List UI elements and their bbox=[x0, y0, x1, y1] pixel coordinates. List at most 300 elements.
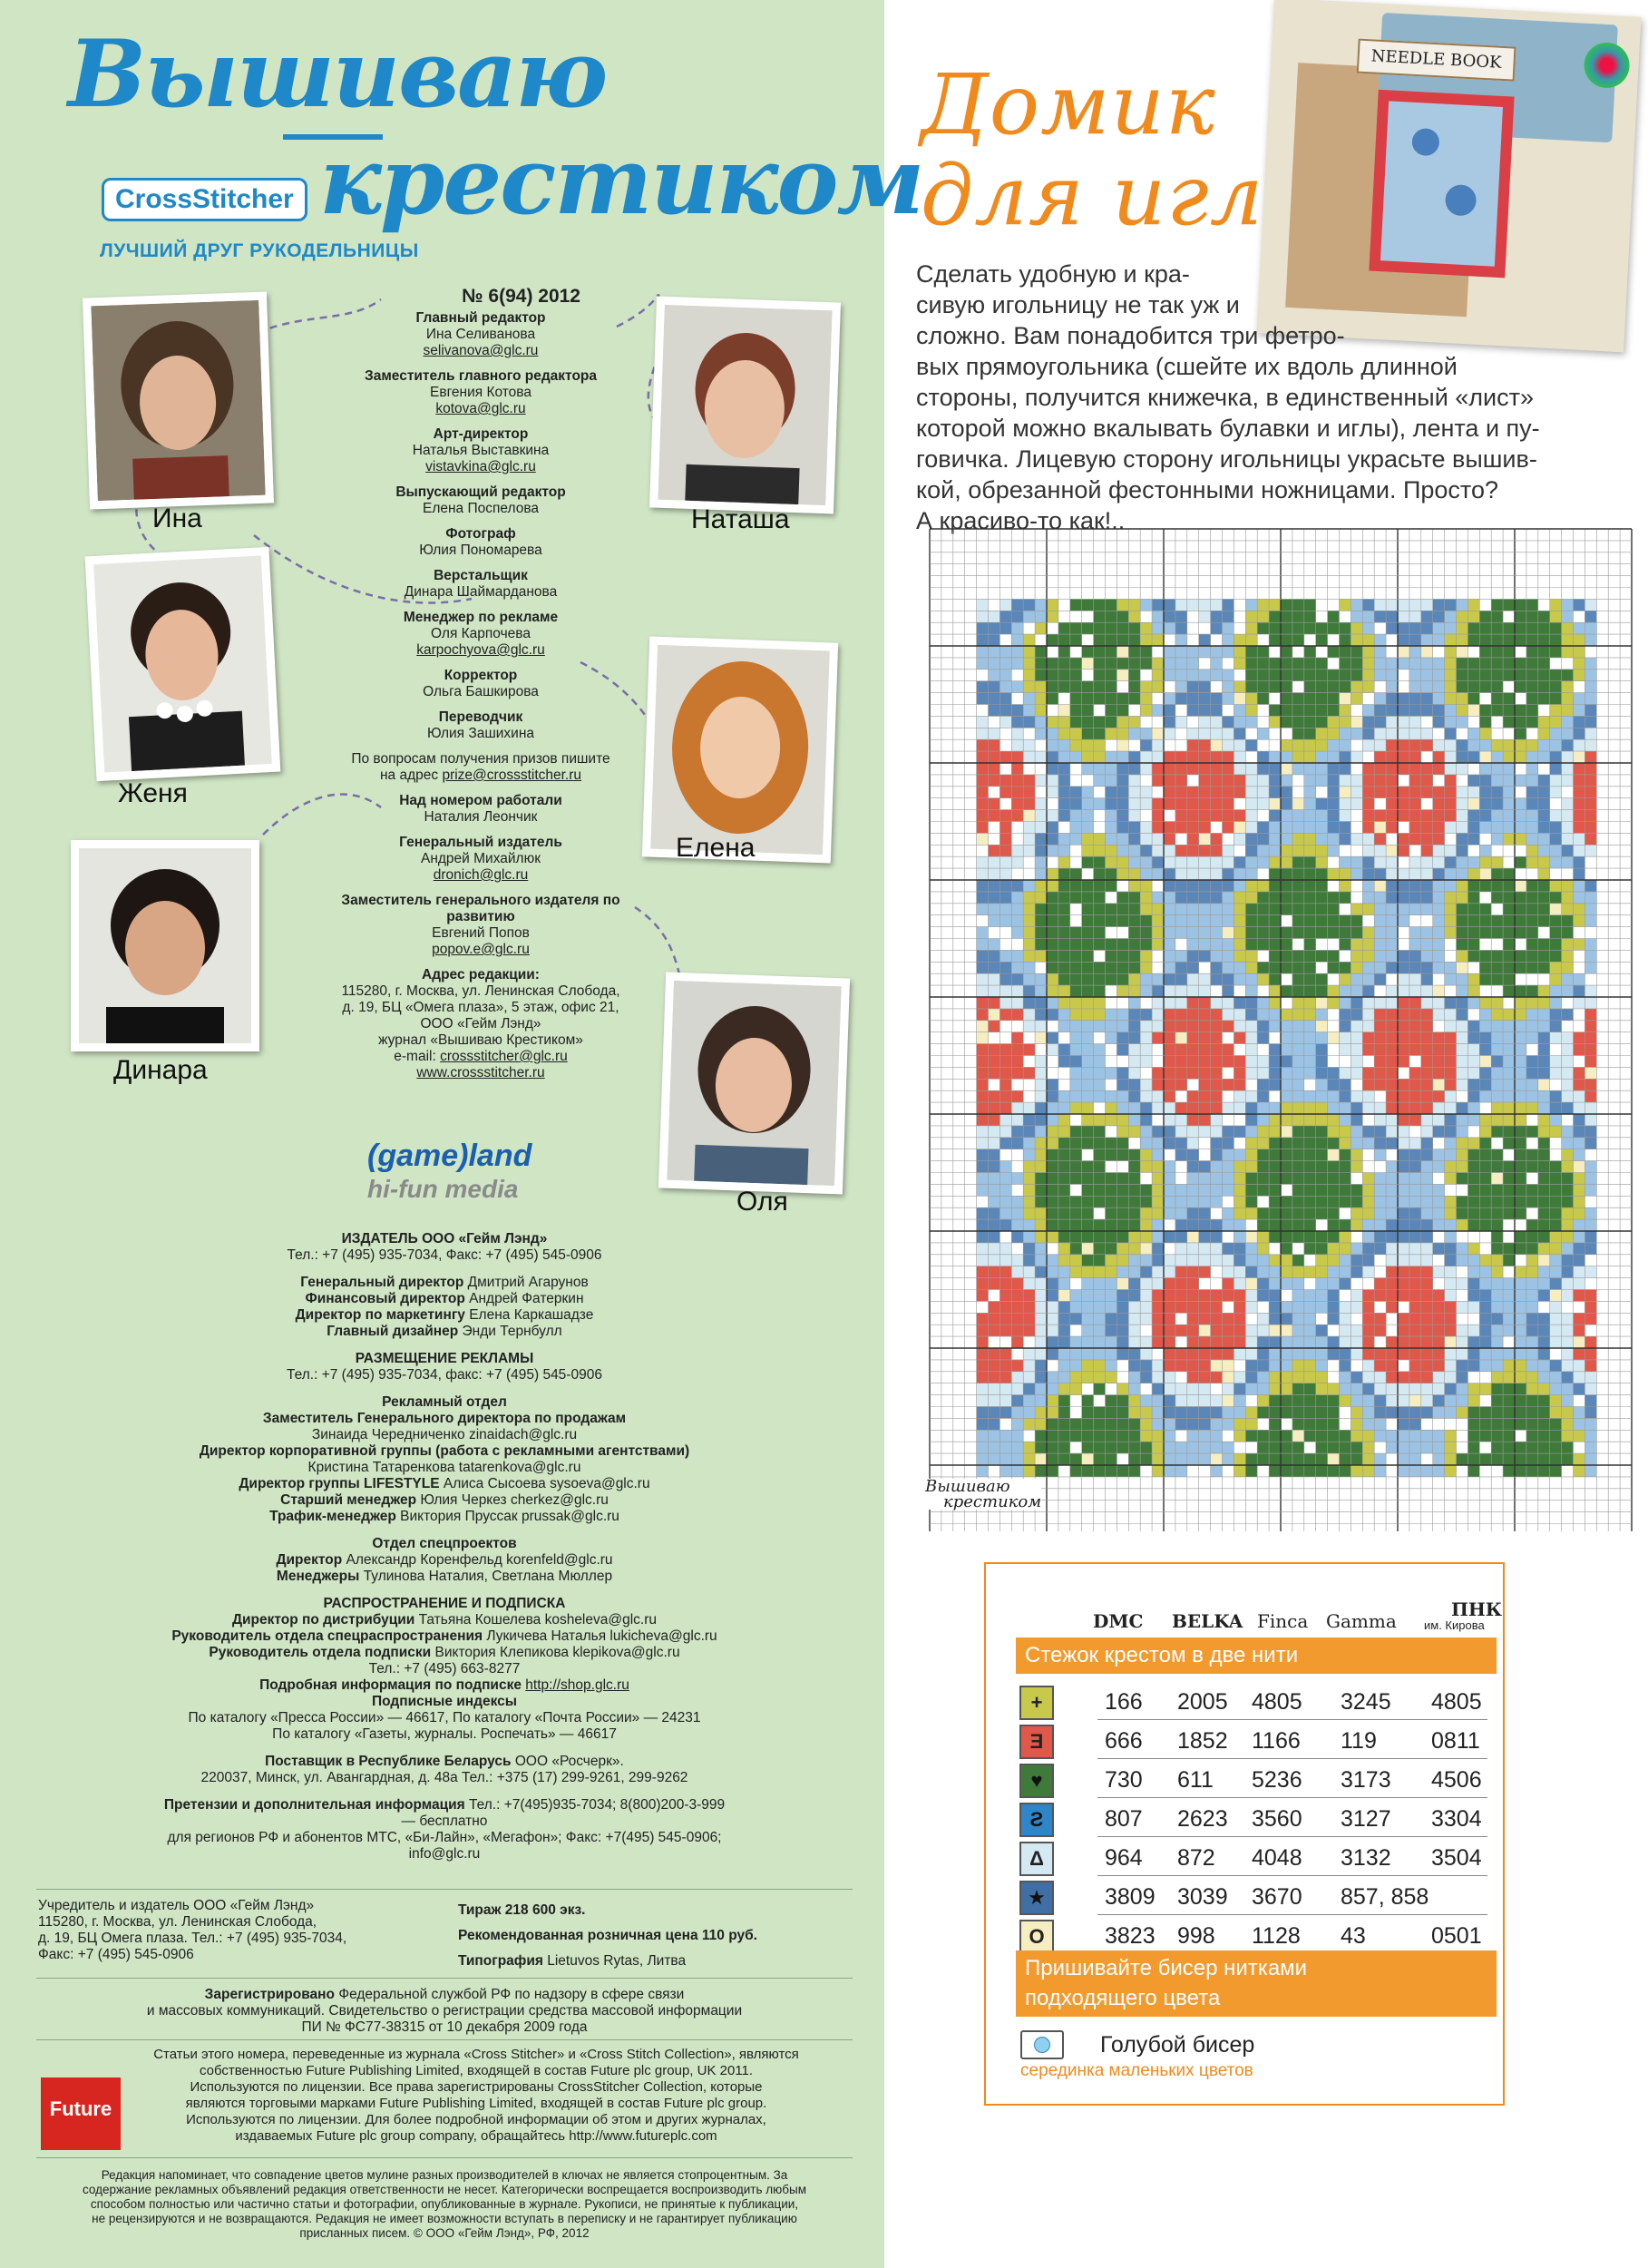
chart-cell bbox=[1374, 1009, 1386, 1021]
chart-cell bbox=[1094, 1372, 1106, 1383]
chart-cell bbox=[1047, 810, 1058, 822]
chart-cell bbox=[1070, 1207, 1082, 1219]
chart-cell bbox=[1199, 950, 1211, 962]
chart-cell bbox=[1421, 728, 1433, 739]
chart-cell bbox=[1351, 1161, 1362, 1173]
chart-cell bbox=[1421, 681, 1433, 693]
chart-cell bbox=[1292, 670, 1304, 681]
chart-cell bbox=[1117, 1184, 1128, 1196]
chart-cell bbox=[1304, 1067, 1316, 1079]
chart-cell bbox=[1574, 1418, 1585, 1430]
pub-link[interactable]: http://shop.glc.ru bbox=[525, 1677, 629, 1693]
founder-line: 115280, г. Москва, ул. Ленинская Слобода, bbox=[38, 1914, 317, 1930]
chart-cell bbox=[1351, 775, 1362, 787]
chart-cell bbox=[1269, 904, 1281, 915]
chart-cell bbox=[1457, 1126, 1468, 1138]
chart-cell bbox=[1234, 1102, 1245, 1114]
chart-cell bbox=[1491, 1243, 1503, 1255]
chart-cell bbox=[1421, 787, 1433, 798]
chart-cell bbox=[1281, 1243, 1292, 1255]
chart-cell bbox=[1128, 1383, 1140, 1395]
chart-cell bbox=[1175, 1418, 1187, 1430]
chart-cell bbox=[1023, 751, 1035, 763]
chart-cell bbox=[1223, 622, 1234, 634]
chart-cell bbox=[1152, 1430, 1164, 1442]
chart-cell bbox=[1035, 1138, 1047, 1149]
chart-cell bbox=[1164, 1032, 1175, 1044]
chart-cell bbox=[1152, 658, 1164, 670]
chart-cell bbox=[1479, 1138, 1491, 1149]
chart-cell bbox=[1445, 997, 1457, 1009]
chart-cell bbox=[1128, 1207, 1140, 1219]
chart-cell bbox=[1421, 1102, 1433, 1114]
pub-text: По каталогу «Пресса России» — 46617, По каталогу «Почта России» — 24231 bbox=[188, 1710, 701, 1725]
chart-cell bbox=[1433, 1161, 1445, 1173]
chart-cell bbox=[1515, 681, 1526, 693]
chart-cell bbox=[1223, 1360, 1234, 1372]
chart-cell bbox=[1585, 1348, 1596, 1360]
chart-cell bbox=[1035, 1149, 1047, 1161]
chart-cell bbox=[1070, 1126, 1082, 1138]
chart-cell bbox=[977, 1126, 989, 1138]
chart-cell bbox=[1164, 1114, 1175, 1126]
staff-entry bbox=[227, 893, 735, 958]
chart-cell bbox=[1199, 739, 1211, 751]
chart-cell bbox=[1292, 997, 1304, 1009]
chart-cell bbox=[1386, 658, 1398, 670]
chart-cell bbox=[1304, 1360, 1316, 1372]
staff-email[interactable]: dronich@glc.ru bbox=[433, 867, 529, 883]
chart-cell bbox=[1140, 1184, 1152, 1196]
chart-cell bbox=[1058, 1418, 1070, 1430]
chart-cell bbox=[1117, 1255, 1128, 1266]
chart-cell bbox=[1468, 1149, 1479, 1161]
chart-cell bbox=[1292, 1090, 1304, 1102]
chart-cell bbox=[1070, 751, 1082, 763]
tirazh-label: Тираж bbox=[458, 1902, 502, 1918]
chart-cell bbox=[1304, 1021, 1316, 1032]
chart-cell bbox=[1152, 622, 1164, 634]
chart-cell bbox=[1023, 1442, 1035, 1453]
chart-cell bbox=[1269, 763, 1281, 775]
staff-email[interactable]: popov.e@glc.ru bbox=[432, 942, 530, 957]
chart-cell bbox=[1047, 728, 1058, 739]
email-label: e-mail: bbox=[394, 1049, 436, 1064]
pub-line bbox=[163, 1492, 726, 1509]
chart-cell bbox=[1187, 985, 1199, 997]
chart-cell bbox=[1374, 845, 1386, 856]
chart-cell bbox=[1562, 1079, 1574, 1090]
chart-cell bbox=[1421, 1056, 1433, 1068]
chart-cell bbox=[1245, 1301, 1257, 1313]
chart-cell bbox=[1117, 985, 1128, 997]
chart-cell bbox=[1503, 751, 1515, 763]
chart-cell bbox=[1574, 1348, 1585, 1360]
chart-cell bbox=[1070, 1009, 1082, 1021]
chart-cell bbox=[1574, 904, 1585, 915]
staff-email[interactable]: karpochyova@glc.ru bbox=[416, 642, 545, 658]
chart-cell bbox=[1351, 1067, 1362, 1079]
chart-cell bbox=[1000, 1184, 1011, 1196]
chart-cell bbox=[1128, 670, 1140, 681]
chart-cell bbox=[1479, 1126, 1491, 1138]
chart-cell bbox=[1491, 763, 1503, 775]
chart-cell bbox=[1187, 1231, 1199, 1243]
chart-cell bbox=[1164, 646, 1175, 658]
chart-cell bbox=[1082, 646, 1094, 658]
chart-cell bbox=[1538, 1313, 1550, 1325]
chart-cell bbox=[1398, 751, 1409, 763]
chart-cell bbox=[1374, 1290, 1386, 1302]
chart-cell bbox=[1362, 1196, 1374, 1207]
chart-cell bbox=[1281, 798, 1292, 810]
chart-cell bbox=[1468, 1325, 1479, 1336]
chart-cell bbox=[1117, 1044, 1128, 1056]
chart-cell bbox=[1457, 1243, 1468, 1255]
chart-cell bbox=[1457, 1278, 1468, 1290]
chart-cell bbox=[1187, 892, 1199, 904]
chart-cell bbox=[1234, 1079, 1245, 1090]
chart-cell bbox=[1409, 798, 1421, 810]
chart-cell bbox=[1164, 1453, 1175, 1465]
pub-line bbox=[163, 1307, 726, 1324]
chart-cell bbox=[1234, 810, 1245, 822]
chart-cell bbox=[1269, 1067, 1281, 1079]
chart-cell bbox=[1362, 1430, 1374, 1442]
chart-cell bbox=[1328, 822, 1340, 834]
pub-text: для регионов РФ и абонентов МТС, «Би-Лайн», «Мегафон»; Факс: +7(495) 545-0906; info@glc.ru bbox=[167, 1830, 722, 1862]
chart-cell bbox=[1128, 1255, 1140, 1266]
chart-cell bbox=[1550, 751, 1562, 763]
chart-cell bbox=[1047, 1325, 1058, 1336]
chart-cell bbox=[1281, 927, 1292, 939]
chart-cell bbox=[1094, 1114, 1106, 1126]
chart-cell bbox=[1257, 1184, 1269, 1196]
chart-cell bbox=[1351, 833, 1362, 845]
chart-cell bbox=[1058, 1184, 1070, 1196]
chart-cell bbox=[1164, 599, 1175, 611]
chart-cell bbox=[1011, 716, 1023, 728]
chart-cell bbox=[1281, 1149, 1292, 1161]
chart-cell bbox=[1211, 1313, 1223, 1325]
chart-cell bbox=[1128, 927, 1140, 939]
chart-cell bbox=[1491, 1067, 1503, 1079]
chart-cell bbox=[1409, 1231, 1421, 1243]
chart-cell bbox=[1304, 787, 1316, 798]
chart-cell bbox=[1445, 1465, 1457, 1477]
chart-cell bbox=[1409, 1372, 1421, 1383]
staff-email[interactable]: kotova@glc.ru bbox=[435, 401, 526, 416]
chart-cell bbox=[1082, 1021, 1094, 1032]
chart-cell bbox=[1491, 833, 1503, 845]
chart-cell bbox=[1140, 939, 1152, 951]
chart-cell bbox=[1457, 1114, 1468, 1126]
chart-cell bbox=[1515, 997, 1526, 1009]
staff-email[interactable]: vistavkina@glc.ru bbox=[425, 459, 536, 474]
chart-cell bbox=[1468, 1290, 1479, 1302]
chart-cell bbox=[1398, 705, 1409, 717]
chart-cell bbox=[1023, 1418, 1035, 1430]
chart-cell bbox=[1457, 739, 1468, 751]
staff-email[interactable]: selivanova@glc.ru bbox=[423, 343, 539, 358]
chart-cell bbox=[1094, 634, 1106, 646]
chart-cell bbox=[1175, 611, 1187, 622]
chart-cell bbox=[1421, 1207, 1433, 1219]
chart-cell bbox=[1585, 915, 1596, 927]
chart-cell bbox=[1211, 775, 1223, 787]
chart-cell bbox=[1106, 1067, 1117, 1079]
chart-cell bbox=[1468, 1138, 1479, 1149]
chart-cell bbox=[1058, 1348, 1070, 1360]
chart-cell bbox=[1223, 1313, 1234, 1325]
chart-cell bbox=[1292, 1301, 1304, 1313]
chart-cell bbox=[1398, 739, 1409, 751]
address-site[interactable]: www.crossstitcher.ru bbox=[416, 1065, 545, 1080]
chart-cell bbox=[1011, 1044, 1023, 1056]
chart-cell bbox=[1234, 1149, 1245, 1161]
chart-cell bbox=[1070, 634, 1082, 646]
chart-cell bbox=[1304, 950, 1316, 962]
chart-cell bbox=[1152, 1395, 1164, 1407]
chart-cell bbox=[1574, 1196, 1585, 1207]
chart-cell bbox=[1340, 1383, 1351, 1395]
chart-cell bbox=[1398, 1418, 1409, 1430]
chart-cell bbox=[1562, 634, 1574, 646]
chart-cell bbox=[1351, 1044, 1362, 1056]
chart-cell bbox=[977, 1138, 989, 1149]
chart-cell bbox=[1234, 962, 1245, 973]
chart-cell bbox=[1433, 1313, 1445, 1325]
chart-cell bbox=[1538, 868, 1550, 880]
chart-cell bbox=[1245, 856, 1257, 868]
chart-cell bbox=[1047, 997, 1058, 1009]
chart-cell bbox=[1187, 658, 1199, 670]
chart-cell bbox=[1562, 950, 1574, 962]
chart-cell bbox=[1187, 1114, 1199, 1126]
chart-cell bbox=[1457, 1383, 1468, 1395]
chart-cell bbox=[1433, 810, 1445, 822]
chart-cell bbox=[1223, 670, 1234, 681]
chart-cell bbox=[1374, 1231, 1386, 1243]
chart-cell bbox=[1175, 1255, 1187, 1266]
chart-cell bbox=[1106, 1301, 1117, 1313]
prizes-email[interactable]: prize@crossstitcher.ru bbox=[442, 767, 582, 783]
chart-cell bbox=[1515, 1079, 1526, 1090]
chart-cell bbox=[1304, 1430, 1316, 1442]
chart-cell bbox=[1211, 1453, 1223, 1465]
chart-cell bbox=[1023, 1372, 1035, 1383]
chart-cell bbox=[1245, 1196, 1257, 1207]
chart-cell bbox=[1199, 1453, 1211, 1465]
chart-cell bbox=[977, 880, 989, 892]
chart-cell bbox=[1117, 622, 1128, 634]
chart-cell bbox=[1047, 1138, 1058, 1149]
chart-cell bbox=[989, 775, 1000, 787]
pub-bold: Директор по маркетингу bbox=[295, 1307, 465, 1323]
chart-cell bbox=[1223, 1173, 1234, 1185]
chart-cell bbox=[1058, 622, 1070, 634]
chart-cell bbox=[1106, 810, 1117, 822]
chart-cell bbox=[1515, 739, 1526, 751]
chart-cell bbox=[1257, 1255, 1269, 1266]
chart-cell bbox=[1491, 1173, 1503, 1185]
chart-cell bbox=[1245, 1184, 1257, 1196]
address-email[interactable]: crossstitcher@glc.ru bbox=[440, 1049, 568, 1064]
chart-cell bbox=[1491, 1255, 1503, 1266]
chart-cell bbox=[1328, 1301, 1340, 1313]
chart-cell bbox=[1362, 973, 1374, 985]
chart-cell bbox=[1538, 1372, 1550, 1383]
chart-cell bbox=[1175, 646, 1187, 658]
chart-cell bbox=[1094, 927, 1106, 939]
chart-cell bbox=[1000, 681, 1011, 693]
chart-cell bbox=[1340, 763, 1351, 775]
chart-cell bbox=[1386, 915, 1398, 927]
chart-cell bbox=[1574, 775, 1585, 787]
chart-cell bbox=[1199, 716, 1211, 728]
chart-cell bbox=[1526, 1278, 1538, 1290]
pub-text: Татьяна Кошелева kosheleva@glc.ru bbox=[418, 1612, 658, 1628]
chart-cell bbox=[1351, 1126, 1362, 1138]
chart-cell bbox=[1316, 810, 1328, 822]
chart-cell bbox=[1386, 1173, 1398, 1185]
chart-cell bbox=[1199, 1336, 1211, 1348]
chart-cell bbox=[1223, 973, 1234, 985]
chart-cell bbox=[1035, 915, 1047, 927]
chart-cell bbox=[1374, 670, 1386, 681]
legend-value: 4506 bbox=[1431, 1767, 1482, 1793]
chart-cell bbox=[1421, 1173, 1433, 1185]
chart-cell bbox=[1550, 1056, 1562, 1068]
chart-cell bbox=[1328, 705, 1340, 717]
chart-cell bbox=[1257, 775, 1269, 787]
chart-cell bbox=[1211, 1138, 1223, 1149]
chart-cell bbox=[1082, 1102, 1094, 1114]
chart-cell bbox=[1503, 1032, 1515, 1044]
chart-cell bbox=[1234, 1126, 1245, 1138]
chart-cell bbox=[1351, 950, 1362, 962]
chart-cell bbox=[1070, 1056, 1082, 1068]
chart-cell bbox=[1000, 716, 1011, 728]
chart-cell bbox=[1538, 1442, 1550, 1453]
chart-cell bbox=[1164, 1395, 1175, 1407]
chart-cell bbox=[1140, 845, 1152, 856]
chart-cell bbox=[1211, 1348, 1223, 1360]
chart-cell bbox=[1445, 622, 1457, 634]
chart-cell bbox=[1128, 1173, 1140, 1185]
chart-cell bbox=[1094, 1184, 1106, 1196]
chart-cell bbox=[1409, 1196, 1421, 1207]
chart-cell bbox=[1035, 599, 1047, 611]
chart-cell bbox=[1292, 822, 1304, 834]
chart-cell bbox=[1152, 904, 1164, 915]
chart-cell bbox=[1152, 915, 1164, 927]
chart-cell bbox=[1585, 599, 1596, 611]
chart-cell bbox=[1398, 845, 1409, 856]
chart-cell bbox=[1491, 1114, 1503, 1126]
chart-cell bbox=[1340, 716, 1351, 728]
chart-cell bbox=[1515, 1336, 1526, 1348]
address-email-line bbox=[227, 1049, 735, 1065]
chart-cell bbox=[977, 822, 989, 834]
chart-cell bbox=[1269, 787, 1281, 798]
chart-cell bbox=[1351, 1207, 1362, 1219]
chart-cell bbox=[1199, 985, 1211, 997]
chart-cell bbox=[1398, 1102, 1409, 1114]
chart-cell bbox=[1106, 1430, 1117, 1442]
chart-cell bbox=[1175, 1138, 1187, 1149]
chart-cell bbox=[989, 1325, 1000, 1336]
pub-line bbox=[163, 1536, 726, 1552]
chart-cell bbox=[1211, 1161, 1223, 1173]
chart-cell bbox=[1316, 763, 1328, 775]
chart-cell bbox=[1011, 622, 1023, 634]
chart-cell bbox=[1269, 1149, 1281, 1161]
staff-name: Динара Шаймарданова bbox=[404, 584, 558, 600]
chart-cell bbox=[1328, 950, 1340, 962]
chart-cell bbox=[1094, 1126, 1106, 1138]
chart-cell bbox=[1223, 1278, 1234, 1290]
chart-cell bbox=[1351, 1301, 1362, 1313]
chart-cell bbox=[1562, 775, 1574, 787]
chart-cell bbox=[1491, 1301, 1503, 1313]
chart-cell bbox=[1562, 1290, 1574, 1302]
chart-cell bbox=[1035, 1184, 1047, 1196]
chart-cell bbox=[1491, 1418, 1503, 1430]
chart-cell bbox=[1585, 985, 1596, 997]
chart-cell bbox=[1047, 1372, 1058, 1383]
chart-cell bbox=[1515, 1173, 1526, 1185]
chart-cell bbox=[1515, 833, 1526, 845]
chart-cell bbox=[977, 658, 989, 670]
chart-cell bbox=[1479, 1360, 1491, 1372]
chart-cell bbox=[1479, 1290, 1491, 1302]
chart-cell bbox=[1351, 1325, 1362, 1336]
chart-cell bbox=[1479, 950, 1491, 962]
chart-cell bbox=[1433, 1465, 1445, 1477]
chart-cell bbox=[1269, 1430, 1281, 1442]
chart-cell bbox=[1245, 1243, 1257, 1255]
chart-cell bbox=[1585, 611, 1596, 622]
chart-cell bbox=[989, 1430, 1000, 1442]
legend-value: 3823 bbox=[1105, 1923, 1156, 1949]
chart-cell bbox=[1187, 1395, 1199, 1407]
chart-cell bbox=[1468, 856, 1479, 868]
registration-label: Зарегистрировано bbox=[204, 1987, 335, 2002]
chart-cell bbox=[1245, 1090, 1257, 1102]
chart-cell bbox=[1468, 997, 1479, 1009]
chart-cell bbox=[1035, 798, 1047, 810]
chart-cell bbox=[1000, 670, 1011, 681]
chart-cell bbox=[1117, 1465, 1128, 1477]
chart-cell bbox=[1000, 787, 1011, 798]
chart-cell bbox=[1245, 962, 1257, 973]
chart-cell bbox=[1211, 1301, 1223, 1313]
chart-cell bbox=[1479, 1207, 1491, 1219]
chart-cell bbox=[1316, 880, 1328, 892]
chart-cell bbox=[1351, 1348, 1362, 1360]
chart-cell bbox=[1094, 751, 1106, 763]
chart-cell bbox=[1035, 716, 1047, 728]
chart-cell bbox=[1070, 1290, 1082, 1302]
chart-cell bbox=[1011, 1207, 1023, 1219]
photo-dinara bbox=[71, 840, 259, 1051]
chart-cell bbox=[1538, 845, 1550, 856]
chart-cell bbox=[1187, 1173, 1199, 1185]
chart-logo-line: Вышиваю bbox=[925, 1477, 1010, 1496]
chart-cell bbox=[1164, 939, 1175, 951]
chart-cell bbox=[1245, 646, 1257, 658]
